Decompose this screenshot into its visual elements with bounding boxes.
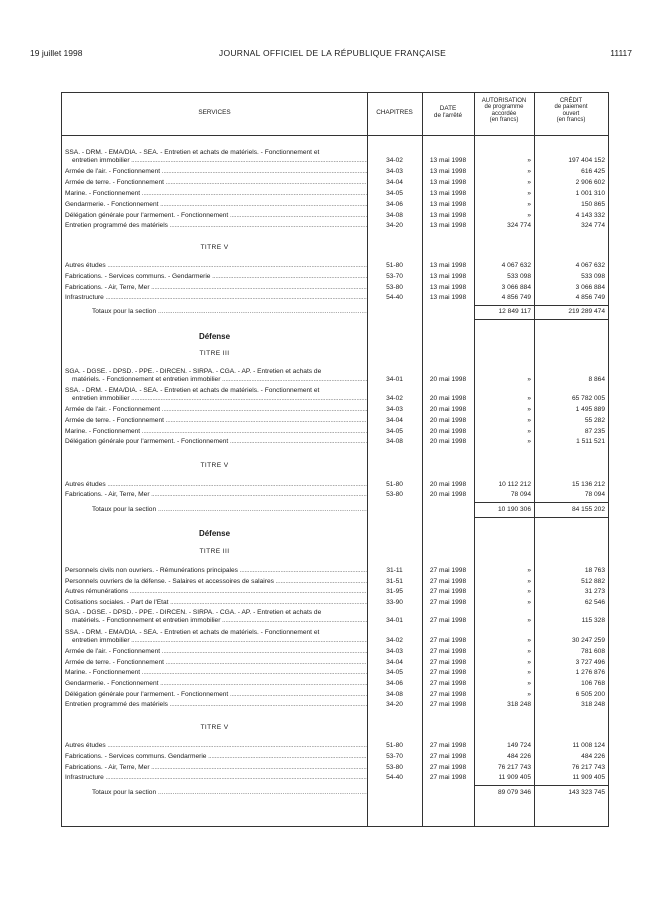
chapitre: 34-08 — [386, 212, 403, 219]
total-credit: 143 323 745 — [568, 789, 605, 796]
titre-heading: TITRE III — [199, 548, 230, 555]
table-row — [62, 283, 608, 293]
credit: 4 143 332 — [575, 212, 605, 219]
arrete-date: 27 mai 1998 — [429, 753, 467, 760]
arrete-date: 13 mai 1998 — [429, 168, 467, 175]
credit: 18 763 — [584, 567, 605, 574]
col-header-autorisation — [474, 98, 534, 123]
chapitre: 34-01 — [386, 376, 403, 383]
arrete-date: 13 mai 1998 — [429, 190, 467, 197]
header-divider — [62, 135, 608, 136]
autorisation: 318 248 — [507, 701, 531, 708]
service-label: SSA. - DRM. - EMA/DIA. - SEA. - Entretien et achats de matériels. - Fonctionnement et — [65, 629, 320, 636]
credit: 6 505 200 — [575, 691, 605, 698]
chapitre: 34-03 — [386, 648, 403, 655]
credit: 3 727 496 — [575, 659, 605, 666]
credit: 4 067 632 — [575, 262, 605, 269]
autorisation: » — [527, 406, 531, 413]
total-rule — [474, 305, 608, 306]
arrete-date: 20 mai 1998 — [429, 406, 467, 413]
autorisation: 149 724 — [507, 742, 531, 749]
autorisation: » — [527, 637, 531, 644]
service-label: Gendarmerie. - Fonctionnement ..... — [65, 200, 367, 209]
arrete-date: 27 mai 1998 — [429, 742, 467, 749]
credit: 78 094 — [584, 491, 605, 498]
service-label: SSA. - DRM. - EMA/DIA. - SEA. - Entretien et achats de matériels. - Fonctionnement et — [65, 149, 320, 156]
table-row — [62, 752, 608, 762]
table-row — [62, 394, 608, 404]
total-row — [62, 505, 608, 515]
arrete-date: 27 mai 1998 — [429, 588, 467, 595]
table-row — [62, 616, 608, 626]
credit: 30 247 259 — [571, 637, 605, 644]
arrete-date: 27 mai 1998 — [429, 669, 467, 676]
service-label: SSA. - DRM. - EMA/DIA. - SEA. - Entretien et achats de matériels. - Fonctionnement et — [65, 387, 320, 394]
credit: 15 136 212 — [571, 481, 605, 488]
chapitre: 31-95 — [386, 588, 403, 595]
table-row — [62, 261, 608, 271]
autorisation: » — [527, 157, 531, 164]
autorisation: » — [527, 179, 531, 186]
credit: 62 546 — [584, 599, 605, 606]
service-label: Personnels civils non ouvriers. - Rémunérations principales ..... — [65, 566, 367, 575]
service-label: Infrastructure ..... — [65, 293, 367, 302]
table-row — [62, 156, 608, 166]
total-row — [62, 788, 608, 798]
arrete-date: 27 mai 1998 — [429, 774, 467, 781]
arrete-date: 27 mai 1998 — [429, 637, 467, 644]
service-label: Autres études ..... — [65, 741, 367, 750]
table-row — [62, 272, 608, 282]
credit: 106 768 — [581, 680, 605, 687]
chapitre: 34-08 — [386, 438, 403, 445]
chapitre: 34-20 — [386, 222, 403, 229]
service-label-cont: entretien immobilier ..... — [72, 394, 367, 403]
credit: 1 511 521 — [576, 438, 605, 445]
table-row — [62, 167, 608, 177]
table-row — [62, 480, 608, 490]
table-row — [62, 405, 608, 415]
chapitre: 53-70 — [386, 273, 403, 280]
table-row — [62, 437, 608, 447]
chapitre: 34-04 — [386, 417, 403, 424]
arrete-date: 20 mai 1998 — [429, 438, 467, 445]
service-label: Armée de terre. - Fonctionnement ..... — [65, 658, 367, 667]
col-header-credit — [534, 98, 608, 123]
section-heading: Défense — [198, 332, 231, 341]
total-label: Totaux pour la section ..... — [92, 788, 367, 797]
table-row — [62, 690, 608, 700]
total-rule — [474, 319, 608, 320]
credit: 8 864 — [588, 376, 605, 383]
autorisation: » — [527, 428, 531, 435]
chapitre: 34-05 — [386, 428, 403, 435]
table-row — [62, 773, 608, 783]
credit: 512 882 — [581, 578, 605, 585]
total-rule — [474, 785, 608, 786]
table-row — [62, 178, 608, 188]
table-row — [62, 763, 608, 773]
chapitre: 34-03 — [386, 406, 403, 413]
arrete-date: 13 mai 1998 — [429, 262, 467, 269]
autorisation: » — [527, 648, 531, 655]
table-row — [62, 679, 608, 689]
service-label: Marine. - Fonctionnement ..... — [65, 189, 367, 198]
autorisation: » — [527, 599, 531, 606]
credit: 87 235 — [584, 428, 605, 435]
arrete-date: 27 mai 1998 — [429, 617, 467, 624]
credit: 616 425 — [581, 168, 605, 175]
arrete-date: 13 mai 1998 — [429, 284, 467, 291]
section-row — [62, 332, 608, 344]
arrete-date: 13 mai 1998 — [429, 294, 467, 301]
arrete-date: 20 mai 1998 — [429, 491, 467, 498]
credit: 197 404 152 — [568, 157, 605, 164]
service-label: Autres rémunérations ..... — [65, 587, 367, 596]
autorisation: » — [527, 680, 531, 687]
arrete-date: 20 mai 1998 — [429, 481, 467, 488]
service-label: Cotisations sociales. - Part de l'Etat ..... — [65, 598, 367, 607]
service-label: Armée de l'air. - Fonctionnement ..... — [65, 405, 367, 414]
chapitre: 34-04 — [386, 659, 403, 666]
service-label: Délégation générale pour l'armement. - Fonctionnement ..... — [65, 211, 367, 220]
total-autorisation: 10 190 306 — [497, 506, 531, 513]
table-row — [62, 741, 608, 751]
total-rule — [474, 517, 608, 518]
col-header-date-line: de l'arrêté — [433, 112, 463, 119]
credit: 31 273 — [584, 588, 605, 595]
chapitre: 34-06 — [386, 680, 403, 687]
titre-heading: TITRE V — [200, 462, 229, 469]
credit: 1 495 889 — [575, 406, 605, 413]
service-label: Fabrications. - Services communs. - Gendarmerie ..... — [65, 272, 367, 281]
service-label: Personnels ouvriers de la défense. - Salaires et accessoires de salaires ..... — [65, 577, 367, 586]
total-credit: 219 289 474 — [568, 308, 605, 315]
service-label: Armée de l'air. - Fonctionnement ..... — [65, 647, 367, 656]
autorisation: » — [527, 168, 531, 175]
arrete-date: 27 mai 1998 — [429, 764, 467, 771]
chapitre: 34-02 — [386, 637, 403, 644]
total-label: Totaux pour la section ..... — [92, 307, 367, 316]
arrete-date: 13 mai 1998 — [429, 222, 467, 229]
service-label: Délégation générale pour l'armement. - Fonctionnement ..... — [65, 437, 367, 446]
titre-row — [62, 547, 608, 557]
service-label-cont: matériels. - Fonctionnement et entretien immobilier ..... — [72, 616, 367, 625]
service-label: Entretien programmé des matériels ..... — [65, 700, 367, 709]
service-label: Fabrications. - Air, Terre, Mer ..... — [65, 490, 367, 499]
autorisation: » — [527, 201, 531, 208]
chapitre: 34-01 — [386, 617, 403, 624]
autorisation: » — [527, 567, 531, 574]
chapitre: 31-11 — [386, 567, 403, 574]
credit: 484 226 — [581, 753, 605, 760]
credit: 3 066 884 — [575, 284, 605, 291]
chapitre: 53-80 — [386, 764, 403, 771]
chapitre: 31-51 — [386, 578, 403, 585]
titre-row — [62, 723, 608, 733]
credit: 324 774 — [581, 222, 605, 229]
credit: 76 217 743 — [571, 764, 605, 771]
credit: 781 608 — [581, 648, 605, 655]
autorisation: 78 094 — [510, 491, 531, 498]
chapitre: 34-03 — [386, 168, 403, 175]
arrete-date: 27 mai 1998 — [429, 659, 467, 666]
col-header-auth-line: accordée — [491, 110, 517, 117]
service-label: Armée de l'air. - Fonctionnement ..... — [65, 167, 367, 176]
arrete-date: 27 mai 1998 — [429, 578, 467, 585]
autorisation: » — [527, 212, 531, 219]
service-label: SGA. - DGSE. - DPSD. - PPE. - DIRCEN. - SIRPA. - CGA. - AP. - Entretien et achats de — [65, 368, 322, 375]
arrete-date: 20 mai 1998 — [429, 428, 467, 435]
table-row — [62, 647, 608, 657]
total-label: Totaux pour la section ..... — [92, 505, 367, 514]
col-header-cred-line: ouvert — [562, 110, 580, 117]
credit: 115 328 — [581, 617, 605, 624]
arrete-date: 27 mai 1998 — [429, 648, 467, 655]
chapitre: 51-80 — [386, 742, 403, 749]
chapitre: 54-40 — [386, 774, 403, 781]
credit: 318 248 — [581, 701, 605, 708]
arrete-date: 20 mai 1998 — [429, 395, 467, 402]
chapitre: 34-04 — [386, 179, 403, 186]
credit: 55 282 — [584, 417, 605, 424]
arrete-date: 20 mai 1998 — [429, 376, 467, 383]
service-label: SGA. - DGSE. - DPSD. - PPE. - DIRCEN. - SIRPA. - CGA. - AP. - Entretien et achats de — [65, 609, 322, 616]
autorisation: » — [527, 669, 531, 676]
service-label: Armée de terre. - Fonctionnement ..... — [65, 416, 367, 425]
arrete-date: 27 mai 1998 — [429, 701, 467, 708]
autorisation: 4 067 632 — [501, 262, 531, 269]
autorisation: 10 112 212 — [498, 481, 531, 488]
section-heading: Défense — [198, 529, 231, 538]
chapitre: 34-02 — [386, 395, 403, 402]
total-autorisation: 12 849 117 — [498, 308, 531, 315]
autorisation: 11 909 405 — [498, 774, 531, 781]
autorisation: » — [527, 617, 531, 624]
table-row — [62, 598, 608, 608]
total-credit: 84 155 202 — [571, 506, 605, 513]
autorisation: » — [527, 417, 531, 424]
table-row — [62, 658, 608, 668]
chapitre: 34-02 — [386, 157, 403, 164]
chapitre: 54-40 — [386, 294, 403, 301]
autorisation: 76 217 743 — [497, 764, 531, 771]
arrete-date: 27 mai 1998 — [429, 599, 467, 606]
chapitre: 53-80 — [386, 284, 403, 291]
section-row — [62, 529, 608, 541]
autorisation: » — [527, 659, 531, 666]
col-header-auth-line: (en francs) — [489, 116, 519, 123]
service-label: Entretien programmé des matériels ..... — [65, 221, 367, 230]
autorisation: » — [527, 588, 531, 595]
service-label: Armée de terre. - Fonctionnement ..... — [65, 178, 367, 187]
titre-heading: TITRE V — [200, 244, 229, 251]
autorisation: 484 226 — [507, 753, 531, 760]
arrete-date: 13 mai 1998 — [429, 212, 467, 219]
table-row — [62, 416, 608, 426]
service-label: Gendarmerie. - Fonctionnement ..... — [65, 679, 367, 688]
chapitre: 53-80 — [386, 491, 403, 498]
arrete-date: 13 mai 1998 — [429, 157, 467, 164]
col-header-date-line: DATE — [439, 105, 457, 112]
table-row — [62, 427, 608, 437]
col-header-services: SERVICES — [198, 109, 231, 116]
arrete-date: 27 mai 1998 — [429, 567, 467, 574]
chapitre: 33-90 — [386, 599, 403, 606]
credit: 4 856 749 — [575, 294, 605, 301]
service-label-cont: matériels. - Fonctionnement et entretien immobilier ..... — [72, 375, 367, 384]
arrete-date: 13 mai 1998 — [429, 201, 467, 208]
arrete-date: 27 mai 1998 — [429, 680, 467, 687]
chapitre: 34-08 — [386, 691, 403, 698]
autorisation: 324 774 — [507, 222, 531, 229]
arrete-date: 13 mai 1998 — [429, 179, 467, 186]
titre-heading: TITRE V — [200, 724, 229, 731]
chapitre: 53-70 — [386, 753, 403, 760]
service-label: Fabrications. - Air, Terre, Mer ..... — [65, 763, 367, 772]
service-label: Délégation générale pour l'armement. - Fonctionnement ..... — [65, 690, 367, 699]
chapitre: 34-05 — [386, 669, 403, 676]
col-header-auth-line: de programme — [484, 104, 524, 111]
table-row — [62, 293, 608, 303]
credit: 11 909 405 — [572, 774, 605, 781]
page-date: 19 juillet 1998 — [30, 48, 83, 58]
service-label: Marine. - Fonctionnement ..... — [65, 668, 367, 677]
table-row — [62, 200, 608, 210]
arrete-date: 27 mai 1998 — [429, 691, 467, 698]
credit: 2 906 602 — [575, 179, 605, 186]
chapitre: 34-06 — [386, 201, 403, 208]
table-row — [62, 375, 608, 385]
col-header-cred-line: de paiement — [554, 104, 588, 111]
total-rule — [474, 502, 608, 503]
service-label: Fabrications. - Air, Terre, Mer ..... — [65, 283, 367, 292]
autorisation: 4 856 749 — [501, 294, 531, 301]
autorisation: » — [527, 578, 531, 585]
credit: 1 276 876 — [575, 669, 605, 676]
service-label-cont: entretien immobilier ..... — [72, 636, 367, 645]
total-row — [62, 307, 608, 317]
service-label: Autres études ..... — [65, 261, 367, 270]
credit: 65 782 005 — [571, 395, 605, 402]
table-row — [62, 211, 608, 221]
arrete-date: 20 mai 1998 — [429, 417, 467, 424]
col-header-auth-line: AUTORISATION — [481, 98, 527, 104]
table-row — [62, 636, 608, 646]
service-label: Autres études ..... — [65, 480, 367, 489]
autorisation: » — [527, 438, 531, 445]
titre-heading: TITRE III — [199, 350, 230, 357]
credit: 11 008 124 — [572, 742, 605, 749]
service-label: Marine. - Fonctionnement ..... — [65, 427, 367, 436]
col-header-cred-line: CRÉDIT — [559, 98, 583, 104]
credit: 150 865 — [581, 201, 605, 208]
table-row — [62, 490, 608, 500]
chapitre: 51-80 — [386, 481, 403, 488]
service-label-cont: entretien immobilier ..... — [72, 156, 367, 165]
chapitre: 34-05 — [386, 190, 403, 197]
autorisation: 533 098 — [507, 273, 531, 280]
titre-row — [62, 461, 608, 471]
table-row — [62, 587, 608, 597]
service-label: Fabrications. - Services communs. Gendarmerie ..... — [65, 752, 367, 761]
titre-row — [62, 243, 608, 253]
arrete-date: 13 mai 1998 — [429, 273, 467, 280]
budget-table — [61, 92, 609, 827]
autorisation: 3 066 884 — [501, 284, 531, 291]
autorisation: » — [527, 691, 531, 698]
credit: 1 001 310 — [575, 190, 605, 197]
total-autorisation: 89 079 346 — [497, 789, 531, 796]
page-number: 11117 — [610, 48, 632, 58]
table-row — [62, 189, 608, 199]
col-header-cred-line: (en francs) — [556, 116, 586, 123]
table-row — [62, 668, 608, 678]
table-row — [62, 577, 608, 587]
autorisation: » — [527, 376, 531, 383]
chapitre: 51-80 — [386, 262, 403, 269]
table-row — [62, 221, 608, 231]
service-label: Infrastructure ..... — [65, 773, 367, 782]
titre-row — [62, 349, 608, 359]
col-header-chapitres: CHAPITRES — [376, 109, 413, 116]
autorisation: » — [527, 190, 531, 197]
journal-title: JOURNAL OFFICIEL DE LA RÉPUBLIQUE FRANÇAISE — [218, 48, 447, 58]
table-row — [62, 566, 608, 576]
autorisation: » — [527, 395, 531, 402]
credit: 533 098 — [581, 273, 605, 280]
chapitre: 34-20 — [386, 701, 403, 708]
col-header-date — [422, 105, 474, 119]
table-row — [62, 700, 608, 710]
